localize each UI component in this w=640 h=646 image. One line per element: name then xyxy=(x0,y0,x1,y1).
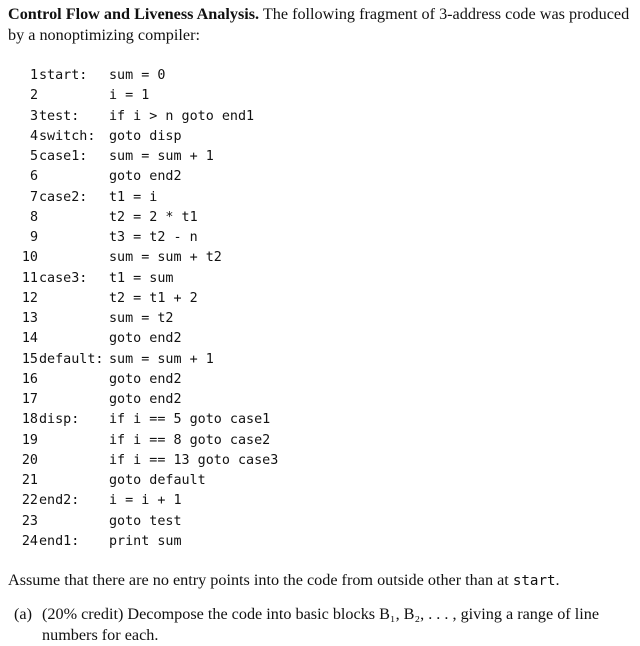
code-line xyxy=(14,107,278,127)
code-instruction: sum = 0 xyxy=(109,68,166,83)
code-instruction: goto disp xyxy=(109,128,182,144)
line-number: 24 xyxy=(21,533,38,549)
code-instruction: goto end2 xyxy=(109,331,182,347)
code-label: start: xyxy=(39,68,88,83)
line-number: 4 xyxy=(29,128,38,144)
code-line xyxy=(14,329,278,349)
code-line xyxy=(14,370,278,390)
code-instruction: if i == 8 goto case2 xyxy=(109,432,271,448)
line-number: 9 xyxy=(29,230,38,245)
line-number: 14 xyxy=(21,331,38,347)
code-line xyxy=(14,188,278,208)
line-number: 20 xyxy=(21,452,38,468)
line-number: 15 xyxy=(21,351,38,367)
code-label: end2: xyxy=(39,493,80,509)
code-line xyxy=(14,66,278,86)
assumption-end: . xyxy=(555,571,560,589)
code-line xyxy=(14,431,278,451)
intro-text: The following fragment of 3-address code was produced by a nonoptimizing compiler: xyxy=(8,5,630,44)
code-label: test: xyxy=(39,108,80,124)
line-number: 10 xyxy=(21,250,38,266)
intro-paragraph xyxy=(8,4,632,46)
code-listing xyxy=(14,66,278,552)
code-label: switch: xyxy=(39,128,96,144)
code-instruction: t1 = sum xyxy=(109,270,174,286)
code-line xyxy=(14,532,278,552)
line-number: 2 xyxy=(29,88,38,104)
code-instruction: sum = t2 xyxy=(109,311,174,326)
code-instruction: sum = sum + t2 xyxy=(109,250,222,266)
code-line xyxy=(14,289,278,309)
line-number: 7 xyxy=(29,189,38,205)
code-label: end1: xyxy=(39,533,80,549)
code-instruction: goto end2 xyxy=(109,371,182,387)
line-number: 22 xyxy=(21,493,38,509)
code-instruction: if i == 13 goto case3 xyxy=(109,452,279,468)
line-number: 18 xyxy=(21,412,38,428)
code-line xyxy=(14,309,278,329)
line-number: 19 xyxy=(21,432,38,448)
code-line xyxy=(14,208,278,228)
code-label: disp: xyxy=(39,412,80,428)
code-instruction: print sum xyxy=(109,533,182,549)
code-line xyxy=(14,167,278,187)
code-instruction: goto end2 xyxy=(109,392,182,407)
line-number: 12 xyxy=(21,290,38,306)
line-number: 5 xyxy=(29,149,38,164)
code-instruction: goto default xyxy=(109,473,206,488)
code-line xyxy=(14,410,278,430)
code-instruction: t2 = 2 * t1 xyxy=(109,209,198,225)
code-instruction: t2 = t1 + 2 xyxy=(109,290,198,306)
assumption-paragraph xyxy=(8,570,634,592)
line-number: 13 xyxy=(21,311,38,326)
code-instruction: t3 = t2 - n xyxy=(109,230,198,245)
line-number: 17 xyxy=(21,392,38,407)
code-label: case3: xyxy=(39,270,88,286)
question-text: (20% credit) Decompose the code into basic blocks B₁, B₂, . . . , giving a range of line numbers for each. xyxy=(42,605,600,644)
code-line xyxy=(14,512,278,532)
line-number: 16 xyxy=(21,371,38,387)
code-instruction: i = i + 1 xyxy=(109,493,182,509)
code-line xyxy=(14,228,278,248)
code-instruction: if i == 5 goto case1 xyxy=(109,412,271,428)
code-line xyxy=(14,127,278,147)
section-heading: Control Flow and Liveness Analysis. xyxy=(8,5,260,23)
question-marker: (a) xyxy=(14,605,32,623)
code-line xyxy=(14,471,278,491)
code-line xyxy=(14,147,278,167)
line-number: 3 xyxy=(29,108,38,124)
code-label: case2: xyxy=(39,189,88,205)
code-line xyxy=(14,86,278,106)
code-instruction: goto test xyxy=(109,513,182,529)
entry-point-code: start xyxy=(512,573,556,589)
code-line xyxy=(14,269,278,289)
code-line xyxy=(14,390,278,410)
line-number: 8 xyxy=(29,209,38,225)
question-a xyxy=(14,604,632,646)
code-line xyxy=(14,350,278,370)
code-instruction: if i > n goto end1 xyxy=(109,108,255,124)
line-number: 21 xyxy=(21,473,38,488)
line-number: 11 xyxy=(21,270,38,286)
assumption-text: Assume that there are no entry points into the code from outside other than at xyxy=(8,571,513,589)
code-line xyxy=(14,491,278,511)
code-instruction: sum = sum + 1 xyxy=(109,351,214,367)
line-number: 23 xyxy=(21,513,38,529)
code-instruction: t1 = i xyxy=(109,189,158,205)
code-instruction: sum = sum + 1 xyxy=(109,149,214,164)
code-instruction: goto end2 xyxy=(109,169,182,185)
code-label: default: xyxy=(39,351,104,367)
code-line xyxy=(14,451,278,471)
code-label: case1: xyxy=(39,149,88,164)
line-number: 6 xyxy=(29,169,38,185)
code-instruction: i = 1 xyxy=(109,88,150,104)
line-number: 1 xyxy=(29,68,38,83)
code-line xyxy=(14,248,278,268)
